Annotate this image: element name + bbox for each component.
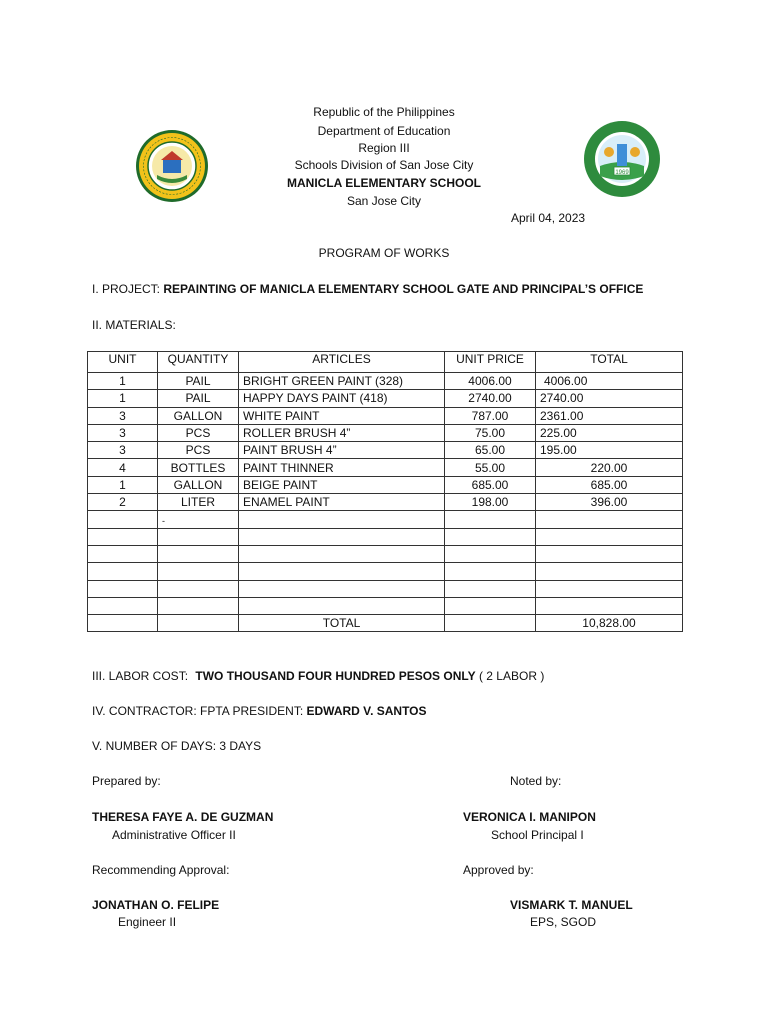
- svg-text:1969: 1969: [615, 170, 629, 176]
- cell-article: BEIGE PAINT: [239, 476, 445, 493]
- cell-quantity: PAIL: [158, 373, 239, 390]
- document-date: April 04, 2023: [511, 211, 586, 225]
- contractor-name: EDWARD V. SANTOS: [306, 704, 427, 718]
- recommending-label: Recommending Approval:: [92, 863, 230, 877]
- cell-quantity: LITER: [158, 494, 239, 511]
- cell-unit: 3: [88, 407, 158, 424]
- cell-price: 4006.00: [445, 373, 536, 390]
- prepared-name: THERESA FAYE A. DE GUZMAN: [92, 810, 274, 824]
- cell-price: 2740.00: [445, 390, 536, 407]
- page-title: PROGRAM OF WORKS: [318, 246, 450, 260]
- cell-total: 2361.00: [536, 407, 683, 424]
- table-row: [88, 494, 683, 511]
- cell-total: 2740.00: [536, 390, 683, 407]
- cell-price: 65.00: [445, 442, 536, 459]
- labor-note: ( 2 LABOR ): [478, 669, 545, 683]
- project-value: REPAINTING OF MANICLA ELEMENTARY SCHOOL GATE AND PRINCIPAL’S OFFICE: [163, 282, 644, 296]
- cell-unit: 1: [88, 390, 158, 407]
- approved-label: Approved by:: [463, 863, 534, 877]
- cell-price: 787.00: [445, 407, 536, 424]
- total-label: TOTAL: [239, 615, 445, 632]
- table-row-empty: [88, 511, 683, 528]
- cell-quantity: PCS: [158, 424, 239, 441]
- cell-unit: 1: [88, 476, 158, 493]
- days-line: V. NUMBER OF DAYS: 3 DAYS: [92, 739, 262, 753]
- recommending-title: Engineer II: [118, 915, 177, 929]
- labor-label: III. LABOR COST:: [92, 669, 189, 683]
- labor-value: TWO THOUSAND FOUR HUNDRED PESOS ONLY: [195, 669, 476, 683]
- table-row: [88, 459, 683, 476]
- approved-name: VISMARK T. MANUEL: [510, 898, 633, 912]
- table-header-row: [88, 352, 683, 373]
- cell-total: 685.00: [536, 476, 683, 493]
- cell-quantity: PCS: [158, 442, 239, 459]
- cell-quantity: GALLON: [158, 476, 239, 493]
- cell-article: HAPPY DAYS PAINT (418): [239, 390, 445, 407]
- cell-article: ROLLER BRUSH 4”: [239, 424, 445, 441]
- cell-article: ENAMEL PAINT: [239, 494, 445, 511]
- prepared-label: Prepared by:: [92, 774, 161, 788]
- table-row-empty: [88, 563, 683, 580]
- header-country: Republic of the Philippines: [313, 105, 455, 119]
- cell-unit: 3: [88, 442, 158, 459]
- cell-unit: 1: [88, 373, 158, 390]
- school-name: MANICLA ELEMENTARY SCHOOL: [287, 176, 481, 190]
- col-header-unit-price: UNIT PRICE: [445, 352, 536, 373]
- cell-article: WHITE PAINT: [239, 407, 445, 424]
- cell-unit: 3: [88, 424, 158, 441]
- table-row-empty: [88, 528, 683, 545]
- table-row: [88, 476, 683, 493]
- recommending-name: JONATHAN O. FELIPE: [92, 898, 220, 912]
- col-header-unit: UNIT: [88, 352, 158, 373]
- cell-quantity: BOTTLES: [158, 459, 239, 476]
- header-city: San Jose City: [346, 194, 422, 208]
- noted-title: School Principal I: [491, 828, 584, 842]
- cell-article: PAINT THINNER: [239, 459, 445, 476]
- cell-article: PAINT BRUSH 4”: [239, 442, 445, 459]
- col-header-articles: ARTICLES: [239, 352, 445, 373]
- cell-total: 220.00: [536, 459, 683, 476]
- table-row-empty: [88, 597, 683, 614]
- prepared-title: Administrative Officer II: [112, 828, 236, 842]
- header-department: Department of Education: [317, 124, 451, 138]
- materials-table: [87, 351, 683, 632]
- cell-blank-mark: -: [158, 511, 239, 528]
- table-row: [88, 390, 683, 407]
- header-region: Region III: [358, 141, 410, 155]
- table-row-empty: [88, 580, 683, 597]
- table-total-row: [88, 615, 683, 632]
- table-row: [88, 442, 683, 459]
- cell-article: BRIGHT GREEN PAINT (328): [239, 373, 445, 390]
- col-header-total: TOTAL: [536, 352, 683, 373]
- cell-total: 396.00: [536, 494, 683, 511]
- labor-line: [92, 669, 544, 683]
- contractor-label: IV. CONTRACTOR: FPTA PRESIDENT:: [92, 704, 304, 718]
- cell-total: 225.00: [536, 424, 683, 441]
- cell-price: 55.00: [445, 459, 536, 476]
- col-header-quantity: QUANTITY: [158, 352, 239, 373]
- table-row: [88, 407, 683, 424]
- cell-unit: 4: [88, 459, 158, 476]
- contractor-line: [92, 704, 427, 718]
- cell-price: 685.00: [445, 476, 536, 493]
- cell-price: 75.00: [445, 424, 536, 441]
- table-row-empty: [88, 545, 683, 562]
- cell-total: 4006.00: [536, 373, 683, 390]
- table-row: [88, 373, 683, 390]
- cell-unit: 2: [88, 494, 158, 511]
- cell-price: 198.00: [445, 494, 536, 511]
- noted-name: VERONICA I. MANIPON: [463, 810, 596, 824]
- cell-total: 195.00: [536, 442, 683, 459]
- approved-title: EPS, SGOD: [530, 915, 597, 929]
- cell-quantity: PAIL: [158, 390, 239, 407]
- noted-label: Noted by:: [510, 774, 562, 788]
- cell-quantity: GALLON: [158, 407, 239, 424]
- table-row: [88, 424, 683, 441]
- header-division: Schools Division of San Jose City: [294, 158, 474, 172]
- project-label: I. PROJECT:: [92, 282, 161, 296]
- grand-total: 10,828.00: [536, 615, 683, 632]
- deped-division-seal: [135, 129, 209, 203]
- project-line: [92, 282, 643, 296]
- manicla-school-seal: [583, 120, 661, 198]
- materials-label: II. MATERIALS:: [92, 318, 176, 332]
